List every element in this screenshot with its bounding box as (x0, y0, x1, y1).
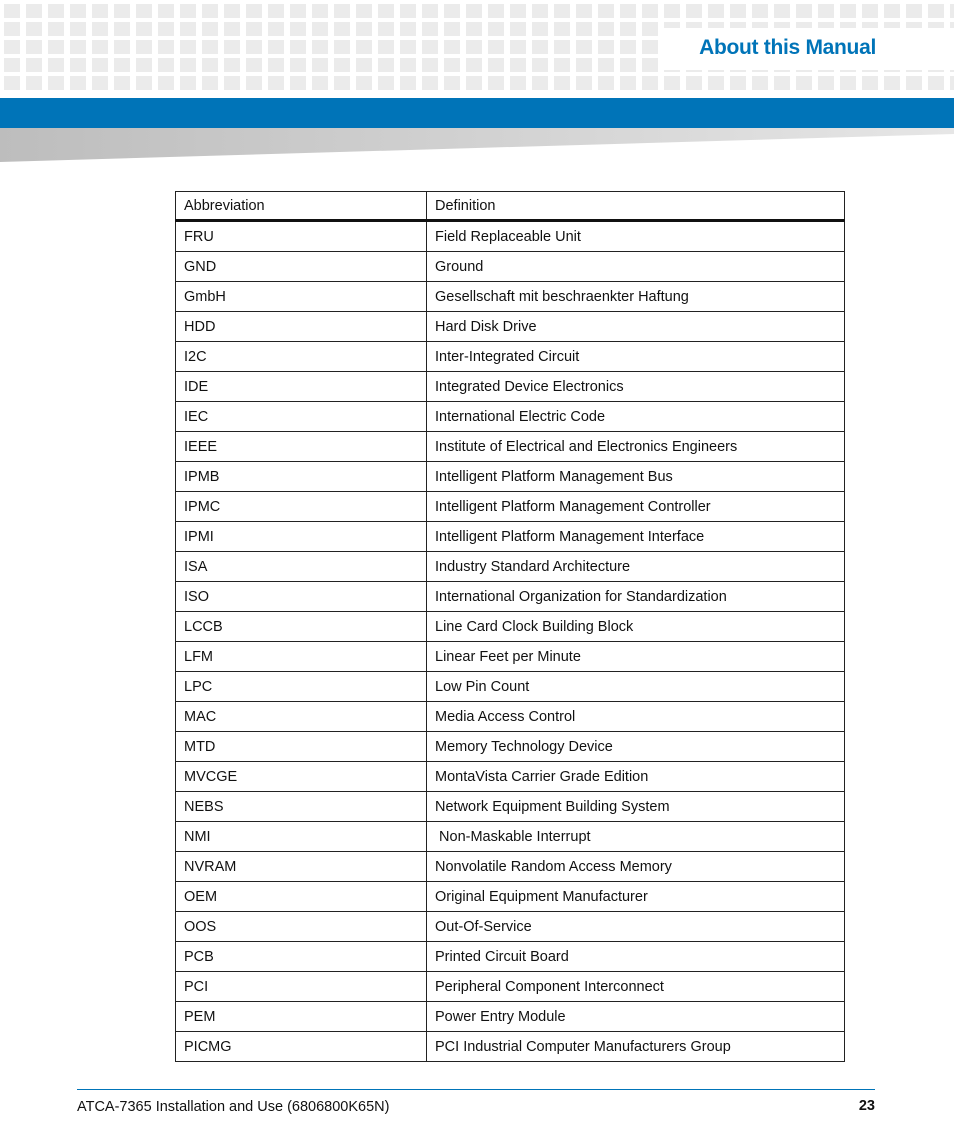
table-row (176, 942, 845, 972)
table-row (176, 762, 845, 792)
definition-cell: Gesellschaft mit beschraenkter Haftung (427, 282, 845, 312)
table-row (176, 852, 845, 882)
table-row (176, 642, 845, 672)
abbreviation-cell: NVRAM (176, 852, 427, 882)
header-grey-wedge (0, 128, 954, 164)
table-row (176, 342, 845, 372)
definition-cell: Linear Feet per Minute (427, 642, 845, 672)
abbreviation-cell: PCB (176, 942, 427, 972)
abbreviation-cell: OEM (176, 882, 427, 912)
table-row (176, 252, 845, 282)
table-row (176, 282, 845, 312)
abbreviation-cell: NMI (176, 822, 427, 852)
abbreviation-cell: MAC (176, 702, 427, 732)
table-row (176, 822, 845, 852)
table-row (176, 612, 845, 642)
abbreviation-cell: PEM (176, 1002, 427, 1032)
footer-rule (77, 1089, 875, 1090)
abbreviation-cell: ISA (176, 552, 427, 582)
table-row (176, 552, 845, 582)
table-row (176, 702, 845, 732)
definition-cell: Non-Maskable Interrupt (427, 822, 845, 852)
abbreviation-cell: IEC (176, 402, 427, 432)
definition-cell: Memory Technology Device (427, 732, 845, 762)
header-blue-bar (0, 98, 954, 128)
definition-cell: Network Equipment Building System (427, 792, 845, 822)
table-row (176, 372, 845, 402)
table-row (176, 432, 845, 462)
definition-cell: Printed Circuit Board (427, 942, 845, 972)
abbreviation-cell: MVCGE (176, 762, 427, 792)
definition-cell: Out-Of-Service (427, 912, 845, 942)
definition-cell: Industry Standard Architecture (427, 552, 845, 582)
definition-cell: Integrated Device Electronics (427, 372, 845, 402)
table-header-row (176, 192, 845, 221)
table-row (176, 221, 845, 252)
footer-document-title: ATCA-7365 Installation and Use (6806800K65N) (77, 1099, 390, 1115)
table-row (176, 312, 845, 342)
definition-cell: Inter-Integrated Circuit (427, 342, 845, 372)
abbreviation-cell: GmbH (176, 282, 427, 312)
definition-cell: Ground (427, 252, 845, 282)
definition-cell: International Organization for Standardization (427, 582, 845, 612)
abbreviations-table (175, 191, 845, 1062)
abbreviation-cell: OOS (176, 912, 427, 942)
abbreviation-cell: FRU (176, 221, 427, 252)
definition-cell: Intelligent Platform Management Interface (427, 522, 845, 552)
definition-cell: Field Replaceable Unit (427, 221, 845, 252)
table-row (176, 462, 845, 492)
abbreviation-cell: ISO (176, 582, 427, 612)
table-row (176, 522, 845, 552)
table-row (176, 732, 845, 762)
definition-cell: Power Entry Module (427, 1002, 845, 1032)
definition-cell: PCI Industrial Computer Manufacturers Group (427, 1032, 845, 1062)
definition-cell: International Electric Code (427, 402, 845, 432)
abbreviation-cell: PICMG (176, 1032, 427, 1062)
definition-cell: Intelligent Platform Management Controller (427, 492, 845, 522)
definition-cell: Low Pin Count (427, 672, 845, 702)
definition-cell: Institute of Electrical and Electronics Engineers (427, 432, 845, 462)
abbreviation-cell: NEBS (176, 792, 427, 822)
table-row (176, 1032, 845, 1062)
abbreviation-cell: LPC (176, 672, 427, 702)
page-number: 23 (858, 1098, 875, 1114)
definition-cell: Nonvolatile Random Access Memory (427, 852, 845, 882)
table-body (176, 221, 845, 1062)
table-row (176, 792, 845, 822)
abbreviation-cell: IPMC (176, 492, 427, 522)
definition-cell: Line Card Clock Building Block (427, 612, 845, 642)
table-row (176, 882, 845, 912)
definition-cell: Peripheral Component Interconnect (427, 972, 845, 1002)
abbreviation-cell: IPMB (176, 462, 427, 492)
table-row (176, 402, 845, 432)
abbreviation-cell: MTD (176, 732, 427, 762)
column-header-abbreviation: Abbreviation (176, 192, 427, 221)
definition-cell: Hard Disk Drive (427, 312, 845, 342)
page-title: About this Manual (699, 36, 876, 59)
definition-cell: Original Equipment Manufacturer (427, 882, 845, 912)
abbreviation-cell: LFM (176, 642, 427, 672)
definition-cell: Media Access Control (427, 702, 845, 732)
abbreviation-cell: IDE (176, 372, 427, 402)
abbreviation-cell: IEEE (176, 432, 427, 462)
abbreviation-cell: LCCB (176, 612, 427, 642)
table-row (176, 912, 845, 942)
column-header-definition: Definition (427, 192, 845, 221)
abbreviation-cell: HDD (176, 312, 427, 342)
definition-cell: MontaVista Carrier Grade Edition (427, 762, 845, 792)
table-row (176, 492, 845, 522)
definition-cell: Intelligent Platform Management Bus (427, 462, 845, 492)
abbreviation-cell: PCI (176, 972, 427, 1002)
abbreviation-cell: IPMI (176, 522, 427, 552)
table-row (176, 582, 845, 612)
abbreviation-cell: I2C (176, 342, 427, 372)
table-row (176, 972, 845, 1002)
abbreviation-cell: GND (176, 252, 427, 282)
table-row (176, 1002, 845, 1032)
table-row (176, 672, 845, 702)
